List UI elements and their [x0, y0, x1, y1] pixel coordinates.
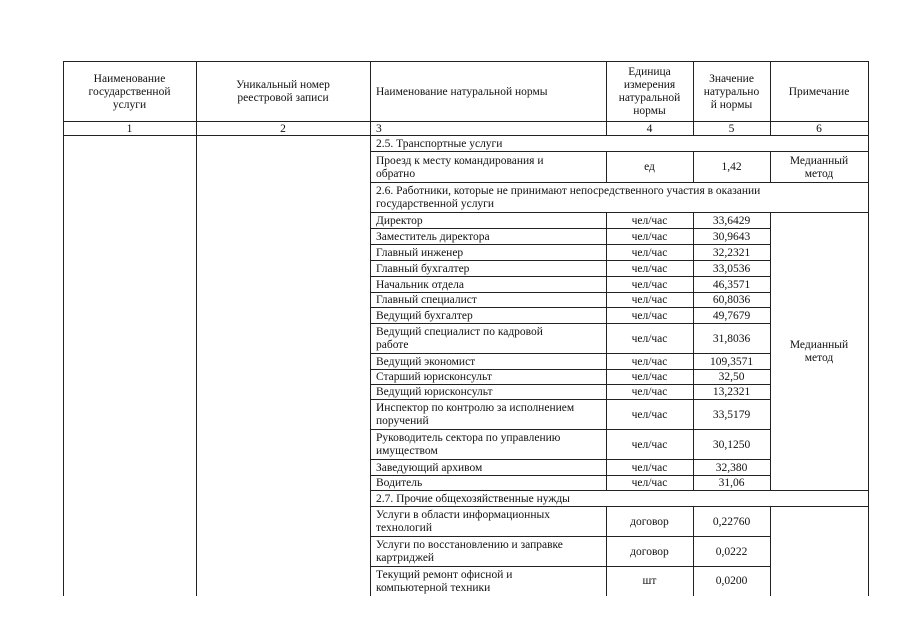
column-rule [196, 61, 197, 596]
column-rule [868, 151, 869, 183]
norm-value: 33,5179 [712, 409, 751, 421]
section-title: 2.6. Работники, которые не принимают непосредственного участия в оказании государственной услуги [376, 185, 761, 210]
column-rule [868, 212, 869, 491]
norm-unit: чел/час [631, 263, 668, 275]
row-rule [370, 429, 771, 430]
column-number: 6 [816, 123, 822, 135]
norm-value: 49,7679 [712, 310, 751, 322]
norm-name: Заведующий архивом [376, 462, 483, 474]
norm-value: 46,3571 [712, 279, 751, 291]
norm-name: Услуги по восстановлению и заправке картриджей [376, 539, 563, 564]
header-norm-name: Наименование натуральной нормы [376, 86, 548, 98]
norm-value: 1,42 [721, 161, 742, 173]
norm-unit: договор [630, 546, 669, 558]
norm-value: 33,6429 [712, 215, 751, 227]
table-right-rule [868, 182, 869, 213]
header-unit: Единица измерения натуральной нормы [618, 66, 681, 117]
row-rule [370, 384, 771, 385]
column-rule [868, 506, 869, 596]
column-number: 5 [728, 123, 735, 135]
column-rule [606, 212, 607, 491]
row-rule [370, 536, 771, 537]
row-rule [770, 490, 869, 491]
header-service-name: Наименование государственной услуги [88, 73, 171, 111]
norm-value: 32,2321 [712, 247, 751, 259]
norm-unit: чел/час [631, 247, 668, 259]
norm-value: 0,22760 [712, 516, 751, 528]
column-number: 1 [126, 123, 133, 135]
norm-note: Медианный метод [789, 155, 849, 180]
section-title: 2.5. Транспортные услуги [376, 138, 503, 150]
norm-unit: чел/час [631, 294, 668, 306]
norm-value: 0,0200 [715, 575, 748, 587]
norm-value: 31,8036 [712, 333, 751, 345]
row-rule [370, 353, 771, 354]
norm-unit: чел/час [631, 386, 668, 398]
staff-note: Медианный метод [789, 339, 849, 364]
norm-name: Старший юрисконсульт [376, 371, 492, 383]
table-right-rule [868, 135, 869, 152]
norm-value: 31,06 [718, 477, 745, 489]
row-rule [370, 475, 771, 476]
norm-name: Заместитель директора [376, 231, 490, 243]
header-bottom-rule [63, 121, 869, 122]
norm-value: 32,50 [718, 371, 745, 383]
column-rule [693, 212, 694, 491]
norm-unit: чел/час [631, 310, 668, 322]
norm-value: 60,8036 [712, 294, 751, 306]
norm-value: 33,0536 [712, 263, 751, 275]
row-rule [370, 323, 771, 324]
norm-name: Услуги в области информационных технологий [376, 509, 550, 534]
norm-value: 32,380 [715, 462, 748, 474]
row-rule [370, 212, 869, 213]
norm-value: 30,9643 [712, 231, 751, 243]
row-rule [370, 399, 771, 400]
norm-value: 109,3571 [709, 356, 754, 368]
norm-name: Ведущий экономист [376, 356, 476, 368]
row-rule [370, 260, 771, 261]
norm-name: Ведущий бухгалтер [376, 310, 473, 322]
norm-name: Инспектор по контролю за исполнением поручений [376, 402, 575, 427]
column-number: 2 [280, 123, 286, 135]
norm-name: Начальник отдела [376, 279, 464, 291]
row-rule [370, 228, 771, 229]
norm-value: 13,2321 [712, 386, 751, 398]
norm-unit: шт [642, 575, 657, 587]
norm-unit: чел/час [631, 231, 668, 243]
norm-unit: ед [644, 161, 655, 173]
norm-name: Проезд к месту командирования и обратно [376, 155, 544, 180]
norm-unit: чел/час [631, 477, 668, 489]
norm-unit: чел/час [631, 333, 668, 345]
column-rule [606, 506, 607, 596]
row-rule [370, 506, 869, 507]
norm-unit: чел/час [631, 371, 668, 383]
norm-name: Руководитель сектора по управлению имуществом [376, 432, 561, 457]
norm-unit: чел/час [631, 409, 668, 421]
row-rule [370, 182, 869, 183]
norm-value: 30,1250 [712, 439, 751, 451]
table-left-rule [63, 61, 64, 596]
column-number: 4 [646, 123, 653, 135]
norm-unit: чел/час [631, 356, 668, 368]
row-rule [370, 459, 771, 460]
row-rule [370, 490, 771, 491]
header-note: Примечание [788, 86, 850, 98]
table-top-rule [63, 61, 869, 62]
norm-name: Главный бухгалтер [376, 263, 470, 275]
norm-name: Ведущий юрисконсульт [376, 386, 493, 398]
norm-name: Водитель [376, 477, 423, 489]
row-rule [370, 244, 771, 245]
row-rule [370, 369, 771, 370]
table-right-rule [868, 490, 869, 507]
norm-name: Главный инженер [376, 247, 464, 259]
norm-name: Текущий ремонт офисной и компьютерной техники [376, 569, 513, 594]
header-registry-number: Уникальный номер реестровой записи [236, 79, 330, 104]
row-rule [370, 292, 771, 293]
norm-unit: чел/час [631, 279, 668, 291]
norm-unit: чел/час [631, 439, 668, 451]
header-value: Значение натурально й нормы [703, 73, 760, 111]
column-rule [370, 61, 371, 596]
norm-name: Директор [376, 215, 423, 227]
norm-value: 0,0222 [715, 546, 748, 558]
row-rule [370, 307, 771, 308]
section-title: 2.7. Прочие общехозяйственные нужды [376, 493, 570, 505]
norm-unit: чел/час [631, 215, 668, 227]
norm-name: Главный специалист [376, 294, 477, 306]
row-rule [370, 151, 869, 152]
column-rule [770, 506, 771, 596]
norm-unit: чел/час [631, 462, 668, 474]
column-number: 3 [376, 123, 382, 135]
norm-unit: договор [630, 516, 669, 528]
norm-name: Ведущий специалист по кадровой работе [376, 326, 543, 351]
column-rule [693, 506, 694, 596]
table-right-rule [868, 61, 869, 136]
row-rule [370, 566, 771, 567]
row-rule [370, 276, 771, 277]
